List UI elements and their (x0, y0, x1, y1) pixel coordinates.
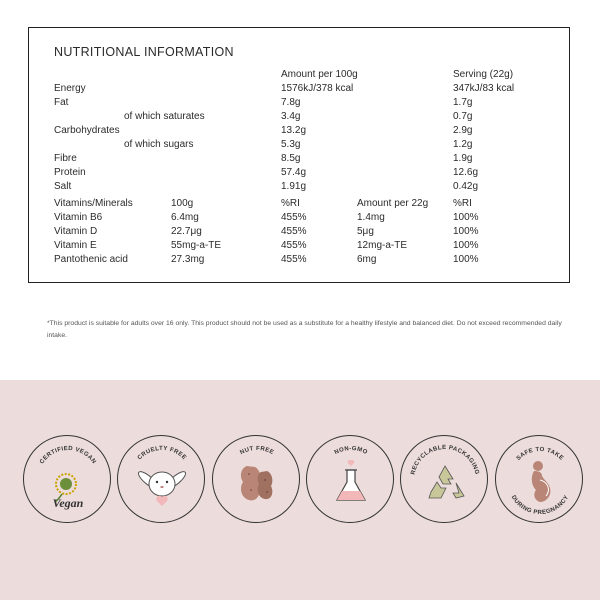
badge-label: NUT FREE (239, 445, 275, 457)
panel-title: NUTRITIONAL INFORMATION (54, 45, 234, 59)
row-label: Fibre (54, 153, 77, 164)
header-per100: Amount per 100g (281, 69, 358, 80)
row-serving: 0.42g (453, 181, 479, 192)
vitamin-per22: 5μg (357, 226, 374, 237)
vitamin-per100: 22.7μg (171, 226, 202, 237)
row-per100: 1576kJ/378 kcal (281, 83, 354, 94)
heart-icon (348, 460, 354, 466)
row-serving: 1.7g (453, 97, 473, 108)
badge-label: CRUELTY FREE (136, 445, 188, 462)
vitamin-ri2: 100% (453, 212, 479, 223)
row-per100: 13.2g (281, 125, 307, 136)
badge-recyclable-packaging (400, 435, 488, 523)
row-label: Salt (54, 181, 72, 192)
svg-text:SAFE TO TAKE (516, 447, 565, 462)
badge-label-top: SAFE TO TAKE (515, 446, 565, 462)
row-label: of which sugars (124, 139, 194, 150)
row-label: Carbohydrates (54, 125, 120, 136)
row-serving: 347kJ/83 kcal (453, 83, 515, 94)
row-label: Energy (54, 83, 86, 94)
badge-label-bottom: DURING PREGNANCY (509, 494, 571, 517)
badge-certified-vegan (23, 435, 111, 523)
vitamin-per22: 1.4mg (357, 212, 385, 223)
row-serving: 1.2g (453, 139, 473, 150)
row-label: Protein (54, 167, 86, 178)
row-per100: 5.3g (281, 139, 301, 150)
vitamins-header-per100: 100g (171, 198, 194, 209)
row-serving: 2.9g (453, 125, 473, 136)
vitamin-per100: 6.4mg (171, 212, 199, 223)
row-per100: 1.91g (281, 181, 307, 192)
svg-text:CRUELTY FREE (137, 446, 187, 461)
vitamin-label: Vitamin B6 (54, 212, 103, 223)
pregnant-woman-icon (532, 461, 551, 502)
vitamin-ri2: 100% (453, 226, 479, 237)
vitamin-label: Pantothenic acid (54, 254, 128, 265)
row-label: Fat (54, 97, 69, 108)
vitamin-label: Vitamin E (54, 240, 97, 251)
badge-label: NON-GMO (333, 445, 369, 457)
badge-label: RECYCLABLE PACKAGING (410, 444, 480, 476)
row-per100: 8.5g (281, 153, 301, 164)
header-serving: Serving (22g) (453, 69, 514, 80)
row-per100: 7.8g (281, 97, 301, 108)
vitamin-per22: 6mg (357, 254, 377, 265)
vitamins-header-per22: Amount per 22g (357, 198, 429, 209)
badge-cruelty-free (117, 435, 205, 523)
svg-text:NON-GMO (334, 446, 369, 456)
nutrition-panel (28, 27, 570, 283)
badge-nut-free (212, 435, 300, 523)
svg-text:CERTIFIED VEGAN (39, 446, 97, 465)
vitamin-ri1: 455% (281, 240, 307, 251)
disclaimer-text: *This product is suitable for adults over 16 only. This product should not be used as a substitute for a healthy lifestyle and balanced diet. Do not exceed recommended daily intake. (47, 320, 562, 339)
badge-safe-pregnancy (495, 435, 583, 523)
badge-label: CERTIFIED VEGAN (39, 445, 97, 466)
bunny-icon (136, 469, 188, 496)
vitamin-per100: 55mg-a-TE (171, 240, 222, 251)
vitamins-header-ri1: %RI (281, 198, 300, 209)
vitamins-header-ri2: %RI (453, 198, 472, 209)
vitamin-ri2: 100% (453, 254, 479, 265)
row-per100: 57.4g (281, 167, 307, 178)
svg-text:NUT FREE (239, 446, 274, 456)
peanut-icon (241, 466, 272, 500)
row-label: of which saturates (124, 111, 205, 122)
vitamin-label: Vitamin D (54, 226, 98, 237)
vitamin-per100: 27.3mg (171, 254, 205, 265)
row-serving: 12.6g (453, 167, 479, 178)
badge-non-gmo (306, 435, 394, 523)
flask-icon (337, 470, 365, 500)
row-serving: 1.9g (453, 153, 473, 164)
row-per100: 3.4g (281, 111, 301, 122)
vegan-logo-text: Vegan (52, 496, 84, 510)
vitamin-ri1: 455% (281, 254, 307, 265)
vitamin-per22: 12mg-a-TE (357, 240, 408, 251)
vitamin-ri1: 455% (281, 212, 307, 223)
vitamin-ri2: 100% (453, 240, 479, 251)
recycle-icon (429, 466, 464, 498)
vitamin-ri1: 455% (281, 226, 307, 237)
row-serving: 0.7g (453, 111, 473, 122)
vitamins-header-label: Vitamins/Minerals (54, 198, 133, 209)
heart-icon (156, 496, 167, 506)
